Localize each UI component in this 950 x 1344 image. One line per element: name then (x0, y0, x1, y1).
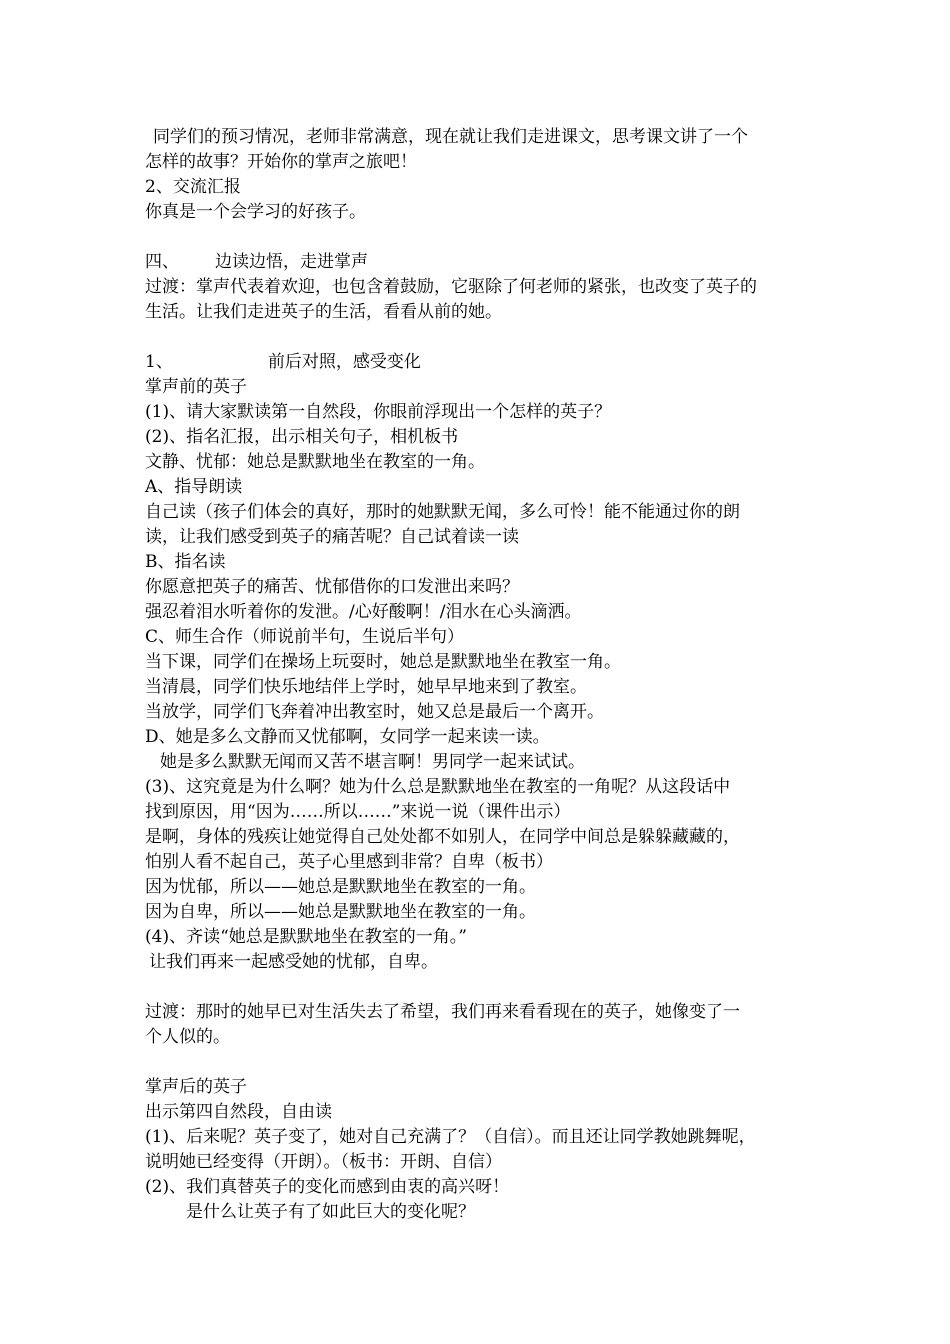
paragraph-line: 因为自卑，所以——她总是默默地坐在教室的一角。 (145, 902, 536, 922)
subsection-heading (145, 350, 421, 375)
paragraph-line: 让我们再来一起感受她的忧郁，自卑。 (149, 952, 438, 972)
paragraph-line: 2、交流汇报 (145, 177, 241, 197)
section-title: 边读边悟，走进掌声 (215, 252, 368, 272)
paragraph-line: 怕别人看不起自己，英子心里感到非常？自卑（板书） (145, 852, 553, 872)
paragraph-line: 掌声前的英子 (145, 377, 247, 397)
paragraph-line: (2)、我们真替英子的变化而感到由衷的高兴呀！ (145, 1177, 510, 1197)
paragraph-line: C、师生合作（师说前半句，生说后半句） (145, 627, 465, 647)
paragraph-line: 当放学，同学们飞奔着冲出教室时，她又总是最后一个离开。 (145, 702, 604, 722)
paragraph-line: 过渡：掌声代表着欢迎，也包含着鼓励，它驱除了何老师的紧张，也改变了英子的 (145, 277, 757, 297)
paragraph-line: 是什么让英子有了如此巨大的变化呢？ (186, 1202, 475, 1222)
paragraph-line: (1)、后来呢？英子变了，她对自己充满了？（自信）。而且还让同学教她跳舞呢， (145, 1127, 756, 1147)
paragraph-line: 说明她已经变得（开朗）。（板书：开朗、自信） (145, 1152, 502, 1172)
paragraph-line: 怎样的故事？开始你的掌声之旅吧！ (145, 152, 417, 172)
section-heading (145, 250, 368, 275)
paragraph-line: 因为忧郁，所以——她总是默默地坐在教室的一角。 (145, 877, 536, 897)
paragraph-line: 同学们的预习情况，老师非常满意，现在就让我们走进课文，思考课文讲了一个 (153, 127, 748, 147)
paragraph-line: B、指名读 (145, 552, 226, 572)
subsection-title: 前后对照，感受变化 (267, 352, 421, 372)
paragraph-line: 她是多么默默无闻而又苦不堪言啊！男同学一起来试试。 (160, 752, 585, 772)
paragraph-line: D、她是多么文静而又忧郁啊，女同学一起来读一读。 (145, 727, 550, 747)
paragraph-line: 掌声后的英子 (145, 1077, 247, 1097)
paragraph-line: 你真是一个会学习的好孩子。 (145, 202, 366, 222)
paragraph-line: 个人似的。 (145, 1027, 230, 1047)
paragraph-line: (4)、齐读“她总是默默地坐在教室的一角。” (145, 927, 467, 947)
paragraph-line: (3)、这究竟是为什么啊？她为什么总是默默地坐在教室的一角呢？从这段话中 (145, 777, 731, 797)
paragraph-line: (1)、请大家默读第一自然段，你眼前浮现出一个怎样的英子？ (145, 402, 612, 422)
paragraph-line: 强忍着泪水听着你的发泄。/心好酸啊！/泪水在心头滴洒。 (145, 602, 582, 622)
section-number: 四、 (145, 252, 179, 272)
paragraph-line: 出示第四自然段，自由读 (145, 1102, 332, 1122)
paragraph-line: 生活。让我们走进英子的生活，看看从前的她。 (145, 302, 502, 322)
paragraph-line: 文静、忧郁：她总是默默地坐在教室的一角。 (145, 452, 485, 472)
paragraph-line: 自己读（孩子们体会的真好，那时的她默默无闻，多么可怜！能不能通过你的朗 (145, 502, 740, 522)
paragraph-line: 过渡：那时的她早已对生活失去了希望，我们再来看看现在的英子，她像变了一 (145, 1002, 740, 1022)
subsection-number: 1、 (145, 352, 173, 372)
paragraph-line: (2)、指名汇报，出示相关句子，相机板书 (145, 427, 459, 447)
paragraph-line: 读，让我们感受到英子的痛苦呢？自己试着读一读 (145, 527, 519, 547)
paragraph-line: 你愿意把英子的痛苦、忧郁借你的口发泄出来吗？ (145, 577, 519, 597)
paragraph-line: 当清晨，同学们快乐地结伴上学时，她早早地来到了教室。 (145, 677, 587, 697)
paragraph-line: 找到原因，用“因为……所以……”来说一说（课件出示） (145, 802, 571, 822)
paragraph-line: 当下课，同学们在操场上玩耍时，她总是默默地坐在教室一角。 (145, 652, 621, 672)
paragraph-line: 是啊，身体的残疾让她觉得自己处处都不如别人，在同学中间总是躲躲藏藏的， (145, 827, 740, 847)
paragraph-line: A、指导朗读 (145, 477, 243, 497)
